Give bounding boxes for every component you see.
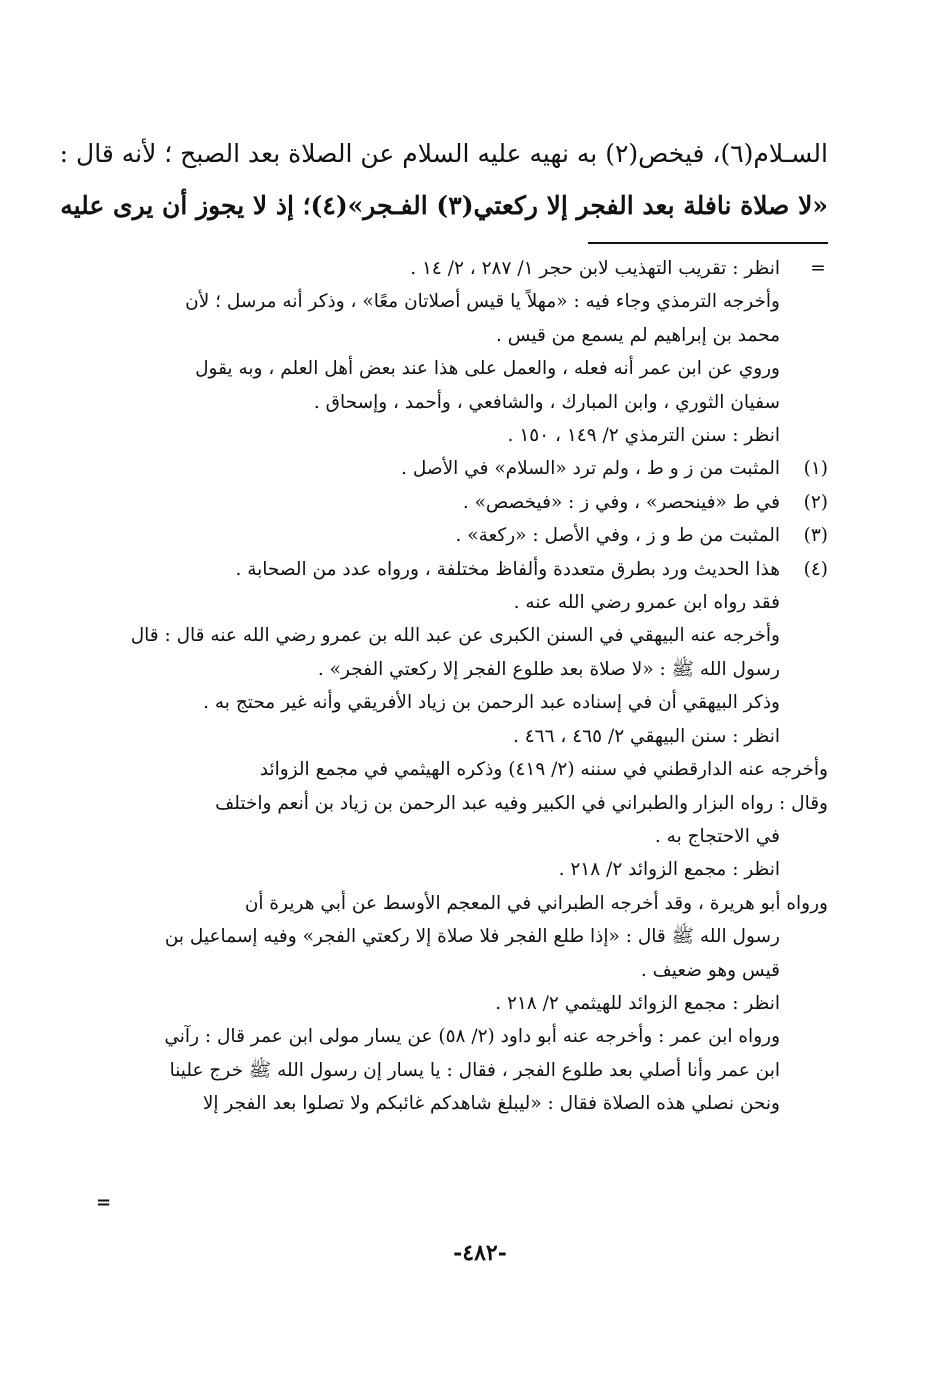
footnote-4-line: وقال : رواه البزار والطبراني في الكبير وفيه عبد الرحمن بن زياد بن أنعم واختلف	[215, 792, 828, 814]
footnote-4-line: وذكر البيهقي أن في إسناده عبد الرحمن بن زياد الأفريقي وأنه غير محتج به .	[203, 692, 780, 714]
footnote-4-line: انظر : مجمع الزوائد ٢/ ٢١٨ .	[558, 859, 780, 881]
continued-note-line: = انظر : تقريب التهذيب لابن حجر ١/ ٢٨٧ ، ٢/ ١٤ .	[108, 252, 828, 285]
footnote-number: (٤)	[803, 558, 828, 580]
footnote-4-line: ابن عمر وأنا أصلي بعد طلوع الفجر ، فقال : يا يسار إن رسول الله ﷺ خرج علينا	[169, 1059, 780, 1081]
page-number: -٤٨٢-	[453, 1240, 507, 1266]
footnote-4-line: انظر : مجمع الزوائد للهيثمي ٢/ ٢١٨ .	[495, 992, 780, 1014]
footnote-4-line: قيس وهو ضعيف .	[640, 959, 780, 981]
continued-note-line: سفيان الثوري ، وابن المبارك ، والشافعي ، وأحمد ، وإسحاق .	[313, 391, 780, 413]
footnote-separator	[588, 242, 828, 244]
footnote-4-line: فقد رواه ابن عمرو رضي الله عنه .	[513, 592, 780, 614]
main-text	[59, 128, 828, 232]
footnote-4-line: ورواه ابن عمر : وأخرجه عنه أبو داود (٢/ ٥٨) عن يسار مولى ابن عمر قال : رآني	[164, 1026, 780, 1048]
footnote-4-line: ورواه أبو هريرة ، وقد أخرجه الطبراني في المعجم الأوسط عن أبي هريرة أن	[244, 892, 828, 914]
footnote-4-line: رسول الله ﷺ : «لا صلاة بعد طلوع الفجر إلا ركعتي الفجر» .	[317, 658, 780, 680]
footnote-number: (١)	[803, 458, 828, 480]
footnote-4-line: رسول الله ﷺ قال : «إذا طلع الفجر فلا صلاة إلا ركعتي الفجر» وفيه إسماعيل بن	[164, 926, 780, 948]
footnote-4-line: في الاحتجاج به .	[654, 825, 780, 847]
continued-note-line: وروي عن ابن عمر أنه فعله ، والعمل على هذا عند بعض أهل العلم ، وبه يقول	[195, 358, 780, 380]
continued-note-line: وأخرجه الترمذي وجاء فيه : «مهلاً يا قيس أصلاتان معًا» ، وذكر أنه مرسل ؛ لأن	[185, 291, 780, 313]
footnote-1: (١) المثبت من ز و ط ، ولم ترد «السلام» في الأصل .	[108, 452, 828, 485]
continuation-mark: =	[810, 258, 826, 279]
footnote-4-line: وأخرجه عنه البيهقي في السنن الكبرى عن عبد الله بن عمرو رضي الله عنه قال : قال	[130, 625, 780, 647]
footnote-4-line: انظر : سنن البيهقي ٢/ ٤٦٥ ، ٤٦٦ .	[512, 725, 780, 747]
continued-note-line: انظر : سنن الترمذي ٢/ ١٤٩ ، ١٥٠ .	[507, 425, 780, 447]
footnotes-area	[108, 252, 828, 1121]
footnote-2: (٢) في ط «فينحصر» ، وفي ز : «فيخصص» .	[108, 486, 828, 519]
main-text-line: السـلام(٦)، فيخص(٢) به نهيه عليه السلام عن الصلاة بعد الصبح ؛ لأنه قال :	[59, 139, 828, 168]
footnote-4: (٤) هذا الحديث ورد بطرق متعددة وألفاظ مختلفة ، ورواه عدد من الصحابة .	[108, 553, 828, 586]
continued-note-line: محمد بن إبراهيم لم يسمع من قيس .	[496, 324, 780, 346]
footnote-3: (٣) المثبت من ط و ز ، وفي الأصل : «ركعة» .	[108, 519, 828, 552]
main-text-line: «لا صلاة نافلة بعد الفجر إلا ركعتي(٣) الفـجر»(٤)؛ إذ لا يجوز أن يرى عليه	[60, 191, 828, 220]
footnote-number: (٢)	[803, 491, 828, 513]
continued-next-page-mark: =	[96, 1192, 112, 1213]
footnote-4-line: ونحن نصلي هذه الصلاة فقال : «ليبلغ شاهدكم غائبكم ولا تصلوا بعد الفجر إلا	[202, 1093, 780, 1115]
footnote-number: (٣)	[803, 525, 828, 547]
footnote-4-line: وأخرجه عنه الدارقطني في سننه (٢/ ٤١٩) وذكره الهيثمي في مجمع الزوائد	[259, 759, 828, 781]
